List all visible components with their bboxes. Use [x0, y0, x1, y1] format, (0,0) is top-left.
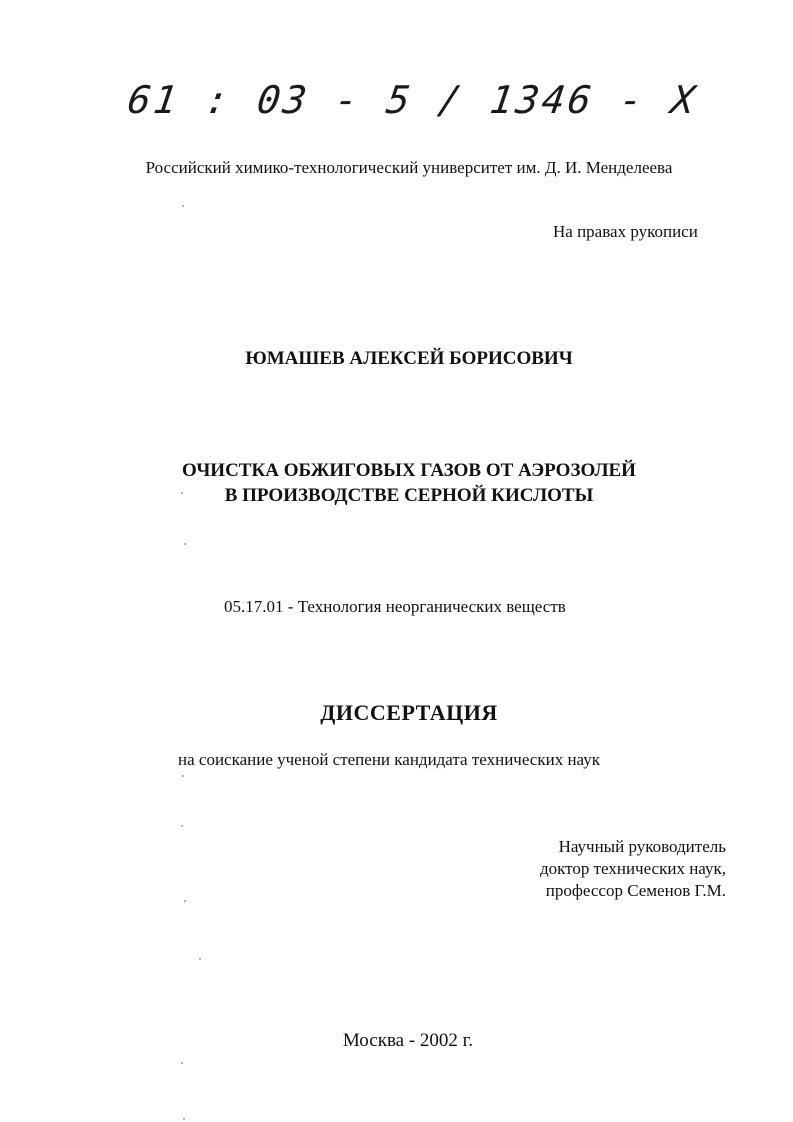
scan-speck	[182, 775, 184, 777]
scan-speck	[181, 1062, 183, 1064]
scan-speck	[181, 492, 183, 494]
scan-speck	[181, 825, 183, 827]
scan-speck	[199, 958, 201, 960]
degree-statement: на соискание ученой степени кандидата технических наук	[178, 750, 601, 769]
document-type-heading: ДИССЕРТАЦИЯ	[320, 700, 498, 725]
scan-speck	[184, 900, 186, 902]
university-name: Российский химико-технологический университет им. Д. И. Менделеева	[145, 158, 673, 177]
scan-speck	[182, 205, 184, 207]
scan-speck	[184, 543, 186, 545]
title-line-1: ОЧИСТКА ОБЖИГОВЫХ ГАЗОВ ОТ АЭРОЗОЛЕЙ	[182, 460, 636, 481]
scan-speck	[183, 1118, 185, 1120]
author-name: ЮМАШЕВ АЛЕКСЕЙ БОРИСОВИЧ	[245, 348, 573, 369]
city-year: Москва - 2002 г.	[342, 1030, 474, 1051]
supervisor-degree: доктор технических наук,	[539, 859, 726, 878]
supervisor-role: Научный руководитель	[558, 837, 726, 856]
manuscript-rights-note: На правах рукописи	[553, 222, 698, 241]
dissertation-title	[0, 458, 793, 508]
handwritten-catalog-code: 61 : 03 - 5 / 1346 - X	[124, 78, 701, 122]
supervisor-block	[500, 836, 726, 902]
title-line-2: В ПРОИЗВОДСТВЕ СЕРНОЙ КИСЛОТЫ	[224, 485, 594, 506]
supervisor-name: профессор Семенов Г.М.	[545, 881, 726, 900]
specialty-code: 05.17.01 - Технология неорганических веществ	[224, 597, 566, 616]
